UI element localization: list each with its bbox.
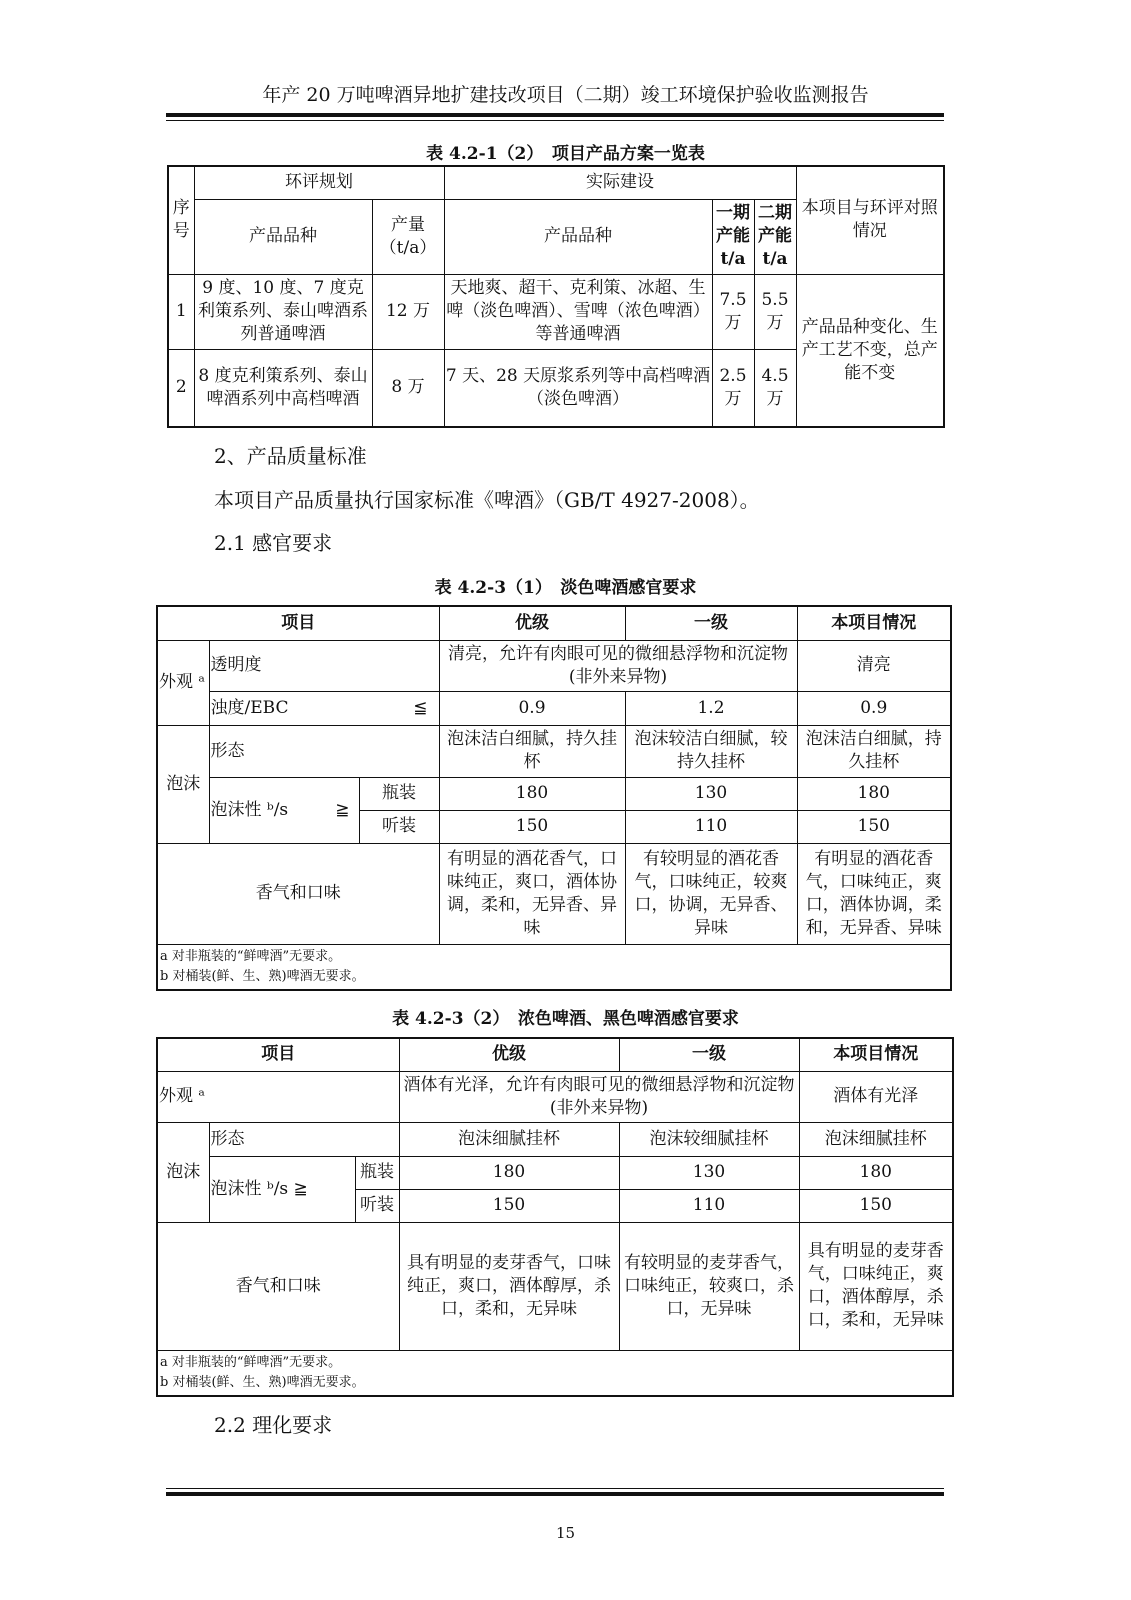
phase1-capacity: 2.5 万 — [712, 349, 754, 427]
header-rule-thin — [166, 120, 944, 121]
footer-rule-thick — [166, 1492, 944, 1496]
can-project: 150 — [797, 810, 951, 843]
appearance-label: 外观 ᵃ — [157, 640, 209, 725]
table1-caption: 表 4.2-1（2） 项目产品方案一览表 — [426, 144, 705, 164]
bottle-excellent: 180 — [439, 777, 625, 810]
output: 12 万 — [372, 274, 444, 349]
project-status-header: 本项目情况 — [799, 1038, 953, 1071]
actual-variety: 天地爽、超干、克利策、冰超、生啤（淡色啤酒）、雪啤（浓色啤酒）等普通啤酒 — [444, 274, 712, 349]
table-row — [168, 274, 944, 349]
aroma-project: 具有明显的麦芽香气，口味纯正，爽口，酒体醇厚，杀口，柔和，无异味 — [799, 1222, 953, 1350]
phase2-capacity: 5.5 万 — [754, 274, 796, 349]
row-no: 2 — [168, 349, 194, 427]
foam-property-label — [209, 777, 359, 843]
row-no: 1 — [168, 274, 194, 349]
eia-variety: 8 度克利策系列、泰山啤酒系列中高档啤酒 — [194, 349, 372, 427]
actual-variety-header: 产品品种 — [444, 199, 712, 274]
compare-result: 产品品种变化、生产工艺不变，总产能不变 — [796, 274, 944, 427]
note-b: b 对桶装(鲜、生、熟)啤酒无要求。 — [160, 968, 365, 984]
foam-property-label: 泡沫性 ᵇ/s ≧ — [209, 1156, 355, 1222]
appearance-label: 外观 ᵃ — [157, 1071, 399, 1122]
section-2-heading: 2、产品质量标准 — [214, 444, 367, 468]
table2-caption: 表 4.2-3（1） 淡色啤酒感官要求 — [434, 578, 697, 598]
can-label: 听装 — [359, 810, 439, 843]
form-label: 形态 — [209, 725, 439, 777]
seq-header: 序号 — [168, 166, 194, 274]
report-header-title: 年产 20 万吨啤酒异地扩建技改项目（二期）竣工环境保护验收监测报告 — [262, 84, 869, 106]
can-project: 150 — [799, 1189, 953, 1222]
note-a: a 对非瓶装的“鲜啤酒”无要求。 — [160, 1354, 342, 1370]
table3-caption: 表 4.2-3（2） 浓色啤酒、黑色啤酒感官要求 — [392, 1009, 739, 1029]
transparency-label: 透明度 — [209, 640, 439, 691]
bottle-excellent: 180 — [399, 1156, 619, 1189]
page-number: 15 — [555, 1524, 576, 1542]
foam-label: 泡沫 — [157, 725, 209, 843]
output: 8 万 — [372, 349, 444, 427]
can-first: 110 — [619, 1189, 799, 1222]
dark-beer-sensory-table — [156, 1037, 954, 1397]
product-plan-table — [167, 165, 945, 428]
item-header: 项目 — [157, 606, 439, 640]
eia-plan-header: 环评规划 — [194, 166, 444, 199]
eia-variety: 9 度、10 度、7 度克利策系列、泰山啤酒系列普通啤酒 — [194, 274, 372, 349]
turbidity-label — [209, 691, 439, 725]
form-first: 泡沫较洁白细腻，较持久挂杯 — [625, 725, 797, 777]
turbidity-symbol: ≦ — [413, 697, 428, 718]
form-first: 泡沫较细腻挂杯 — [619, 1122, 799, 1156]
section-2-1-heading: 2.1 感官要求 — [214, 531, 333, 555]
excellent-header: 优级 — [399, 1038, 619, 1071]
header-rule-thick — [166, 113, 944, 117]
note-a: a 对非瓶装的“鲜啤酒”无要求。 — [160, 948, 342, 964]
turbidity-excellent: 0.9 — [439, 691, 625, 725]
excellent-header: 优级 — [439, 606, 625, 640]
note-b: b 对桶装(鲜、生、熟)啤酒无要求。 — [160, 1374, 365, 1390]
aroma-first: 有较明显的酒花香气，口味纯正，较爽口，协调，无异香、异味 — [625, 843, 797, 944]
bottle-first: 130 — [619, 1156, 799, 1189]
section-2-2-heading: 2.2 理化要求 — [214, 1413, 333, 1437]
phase2-capacity-header: 二期产能 t/a — [754, 199, 796, 274]
project-status-header: 本项目情况 — [797, 606, 951, 640]
compare-header: 本项目与环评对照情况 — [796, 166, 944, 274]
bottle-project: 180 — [797, 777, 951, 810]
turbidity-first: 1.2 — [625, 691, 797, 725]
can-first: 110 — [625, 810, 797, 843]
table3-notes — [157, 1350, 953, 1396]
aroma-first: 有较明显的麦芽香气，口味纯正，较爽口，杀口，无异味 — [619, 1222, 799, 1350]
bottle-label: 瓶装 — [355, 1156, 399, 1189]
appearance-project: 酒体有光泽 — [799, 1071, 953, 1122]
form-excellent: 泡沫洁白细腻，持久挂杯 — [439, 725, 625, 777]
can-label: 听装 — [355, 1189, 399, 1222]
aroma-project: 有明显的酒花香气，口味纯正，爽口，酒体协调，柔和，无异香、异味 — [797, 843, 951, 944]
form-excellent: 泡沫细腻挂杯 — [399, 1122, 619, 1156]
form-project: 泡沫洁白细腻，持久挂杯 — [797, 725, 951, 777]
phase1-capacity-header: 一期产能 t/a — [712, 199, 754, 274]
aroma-label: 香气和口味 — [157, 1222, 399, 1350]
form-label: 形态 — [209, 1122, 399, 1156]
transparency-standard: 清亮，允许有肉眼可见的微细悬浮物和沉淀物(非外来异物) — [439, 640, 797, 691]
output-header: 产量（t/a） — [372, 199, 444, 274]
turbidity-project: 0.9 — [797, 691, 951, 725]
aroma-label: 香气和口味 — [157, 843, 439, 944]
form-project: 泡沫细腻挂杯 — [799, 1122, 953, 1156]
foam-property-text: 泡沫性 ᵇ/s — [210, 799, 289, 820]
eia-variety-header: 产品品种 — [194, 199, 372, 274]
quality-standard-text: 本项目产品质量执行国家标准《啤酒》（GB/T 4927-2008）。 — [214, 488, 760, 512]
aroma-excellent: 有明显的酒花香气，口味纯正，爽口，酒体协调，柔和，无异香、异味 — [439, 843, 625, 944]
appearance-standard: 酒体有光泽，允许有肉眼可见的微细悬浮物和沉淀物(非外来异物) — [399, 1071, 799, 1122]
phase1-capacity: 7.5 万 — [712, 274, 754, 349]
item-header: 项目 — [157, 1038, 399, 1071]
foam-property-symbol: ≧ — [335, 799, 350, 820]
first-grade-header: 一级 — [619, 1038, 799, 1071]
first-grade-header: 一级 — [625, 606, 797, 640]
footer-rule-thin — [166, 1488, 944, 1489]
bottle-label: 瓶装 — [359, 777, 439, 810]
can-excellent: 150 — [399, 1189, 619, 1222]
can-excellent: 150 — [439, 810, 625, 843]
foam-label: 泡沫 — [157, 1122, 209, 1222]
actual-variety: 7 天、28 天原浆系列等中高档啤酒（淡色啤酒） — [444, 349, 712, 427]
turbidity-text: 浊度/EBC — [210, 697, 289, 718]
aroma-excellent: 具有明显的麦芽香气，口味纯正，爽口，酒体醇厚，杀口，柔和，无异味 — [399, 1222, 619, 1350]
table2-notes — [157, 944, 951, 990]
pale-beer-sensory-table — [156, 605, 952, 991]
actual-build-header: 实际建设 — [444, 166, 796, 199]
phase2-capacity: 4.5 万 — [754, 349, 796, 427]
transparency-project: 清亮 — [797, 640, 951, 691]
bottle-project: 180 — [799, 1156, 953, 1189]
bottle-first: 130 — [625, 777, 797, 810]
